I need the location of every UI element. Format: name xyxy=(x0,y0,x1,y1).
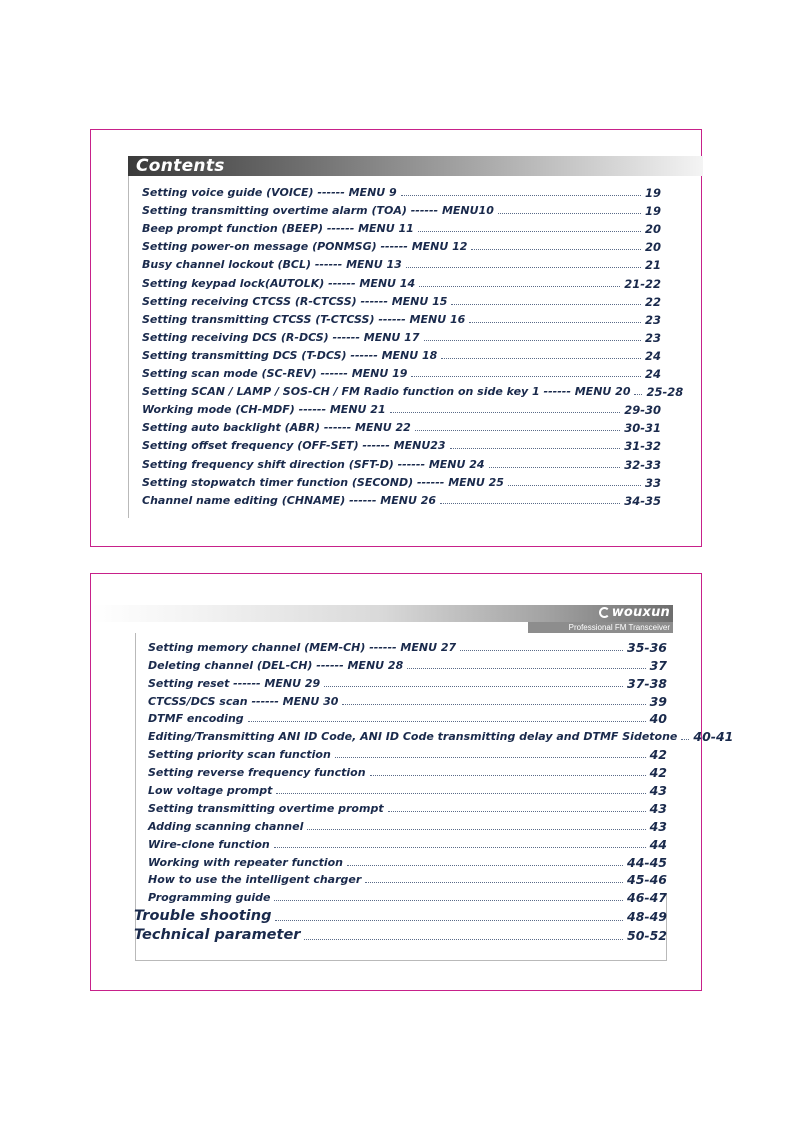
toc-page-number: 22 xyxy=(644,294,661,309)
toc-entry xyxy=(142,453,661,471)
toc-entry xyxy=(148,798,667,816)
dot-leader xyxy=(415,430,620,431)
dot-leader xyxy=(411,376,641,377)
toc-page-number: 39 xyxy=(649,693,667,709)
toc-entry xyxy=(142,363,661,381)
toc-entry-title: Setting keypad lock(AUTOLK) ------ MENU 14 xyxy=(142,276,416,290)
contents-title: Contents xyxy=(136,156,225,176)
toc-page-number: 19 xyxy=(644,186,661,201)
dot-leader xyxy=(441,358,641,359)
dot-leader xyxy=(401,195,641,196)
dot-leader xyxy=(634,394,642,395)
dot-leader xyxy=(451,304,641,305)
dot-leader xyxy=(460,650,623,651)
dot-leader xyxy=(342,704,645,705)
toc-page-number: 37 xyxy=(649,657,667,673)
toc-page-number: 30-31 xyxy=(624,421,661,436)
dot-leader xyxy=(274,847,646,848)
toc-entry xyxy=(148,709,667,727)
toc-entry xyxy=(148,726,734,745)
toc-entry xyxy=(142,218,661,236)
toc-entry xyxy=(148,744,667,762)
toc-page-number: 48-49 xyxy=(627,908,667,924)
toc-entry xyxy=(148,834,667,852)
brand-tagline: Professional FM Transceiver xyxy=(528,622,673,633)
toc-entry xyxy=(148,780,667,798)
toc-page-number: 45-46 xyxy=(627,872,667,888)
dot-leader xyxy=(440,503,620,504)
toc-page-number: 43 xyxy=(649,818,667,834)
toc-entry-title: Setting reset ------ MENU 29 xyxy=(148,676,321,690)
dot-leader xyxy=(471,249,641,250)
brand-name: wouxun xyxy=(611,605,670,620)
toc-page-number: 42 xyxy=(649,765,667,781)
toc-entry xyxy=(142,490,661,508)
toc-entry-title: Setting offset frequency (OFF-SET) ------ MENU23 xyxy=(142,439,446,453)
dot-leader xyxy=(388,811,646,812)
toc-entry xyxy=(148,870,667,888)
toc-entry-title: DTMF encoding xyxy=(148,712,244,726)
toc-entry xyxy=(142,309,661,327)
toc-entry-title: Beep prompt function (BEEP) ------ MENU 11 xyxy=(142,222,414,236)
toc-entry xyxy=(148,655,667,673)
toc-page-number: 34-35 xyxy=(624,493,661,508)
toc-page-number: 21-22 xyxy=(624,276,661,291)
toc-entry-title: Deleting channel (DEL-CH) ------ MENU 28 xyxy=(148,658,404,672)
toc-page-number: 21 xyxy=(644,258,661,273)
toc-entry-title: Setting transmitting overtime prompt xyxy=(148,801,384,815)
toc-entry-title: Setting priority scan function xyxy=(148,748,331,762)
toc-entry-title: Setting stopwatch timer function (SECOND) ------ MENU 25 xyxy=(142,475,504,489)
toc-page-number: 33 xyxy=(644,475,661,490)
toc-page-number: 24 xyxy=(644,367,661,382)
dot-leader xyxy=(419,286,620,287)
toc-entry-title: Setting auto backlight (ABR) ------ MENU 22 xyxy=(142,421,411,435)
toc-entry xyxy=(142,236,661,254)
toc-entry-title: Setting reverse frequency function xyxy=(148,766,366,780)
toc-entry-title: Busy channel lockout (BCL) ------ MENU 13 xyxy=(142,258,402,272)
toc-entry xyxy=(142,182,661,200)
toc-entry-title: Channel name editing (CHNAME) ------ MENU 26 xyxy=(142,493,437,507)
contents-page-2 xyxy=(90,573,734,991)
toc-entry-title: Adding scanning channel xyxy=(148,819,304,833)
toc-entry xyxy=(148,852,667,870)
toc-entry-title: Setting transmitting DCS (T-DCS) ------ MENU 18 xyxy=(142,348,438,362)
toc-entry xyxy=(142,291,661,309)
dot-leader xyxy=(304,939,623,940)
toc-page-number: 23 xyxy=(644,312,661,327)
toc-page-number: 43 xyxy=(649,783,667,799)
toc-entry xyxy=(142,272,661,290)
toc-entry-title: Setting frequency shift direction (SFT-D) ------ MENU 24 xyxy=(142,457,485,471)
toc-entry-title: Setting power-on message (PONMSG) ------ MENU 12 xyxy=(142,240,468,254)
dot-leader xyxy=(276,793,645,794)
dot-leader xyxy=(370,775,646,776)
toc-entry-title: Setting transmitting CTCSS (T-CTCSS) ------ MENU 16 xyxy=(142,312,466,326)
toc-entry-title: Wire-clone function xyxy=(148,837,270,851)
toc-entry-title: Setting receiving DCS (R-DCS) ------ MENU 17 xyxy=(142,330,420,344)
toc-page-number: 31-32 xyxy=(624,439,661,454)
dot-leader xyxy=(498,213,641,214)
dot-leader xyxy=(324,686,623,687)
toc-page-number: 40 xyxy=(649,711,667,727)
toc-entry-title: Working with repeater function xyxy=(148,855,343,869)
toc-page-number: 43 xyxy=(649,800,667,816)
dot-leader xyxy=(407,668,645,669)
toc-entry xyxy=(142,254,661,272)
toc-page-number: 20 xyxy=(644,222,661,237)
dot-leader xyxy=(365,882,623,883)
toc-page-number: 25-28 xyxy=(646,385,684,400)
toc-entry xyxy=(148,887,667,905)
toc-entry xyxy=(142,435,661,453)
toc-section-row xyxy=(134,925,667,945)
toc-list-page-2 xyxy=(134,637,734,944)
dot-leader xyxy=(489,467,621,468)
dot-leader xyxy=(469,322,641,323)
inner-border-bottom xyxy=(135,960,667,961)
toc-page-number: 29-30 xyxy=(624,403,661,418)
toc-entry xyxy=(142,345,661,363)
toc-entry xyxy=(148,762,667,780)
toc-entry xyxy=(148,816,667,834)
toc-page-number: 19 xyxy=(644,204,661,219)
toc-entry xyxy=(148,691,667,709)
dot-leader xyxy=(406,267,641,268)
dot-leader xyxy=(307,829,645,830)
toc-entry-title: CTCSS/DCS scan ------ MENU 30 xyxy=(148,694,339,708)
toc-section-row xyxy=(134,905,667,925)
toc-entry xyxy=(142,381,684,400)
dot-leader xyxy=(450,448,621,449)
dot-leader xyxy=(681,739,689,740)
toc-entry-title: Setting transmitting overtime alarm (TOA) ------ MENU10 xyxy=(142,204,494,218)
dot-leader xyxy=(347,865,623,866)
toc-entry xyxy=(142,417,661,435)
toc-entry-title: Working mode (CH-MDF) ------ MENU 21 xyxy=(142,403,386,417)
toc-page-number: 40-41 xyxy=(693,729,734,745)
toc-page-number: 44-45 xyxy=(627,854,667,870)
toc-list-page-1 xyxy=(142,182,684,508)
toc-page-number: 32-33 xyxy=(624,457,661,472)
toc-entry-title: Setting receiving CTCSS (R-CTCSS) ------ MENU 15 xyxy=(142,294,448,308)
toc-entry-title: Programming guide xyxy=(148,891,271,905)
toc-entry-title: Setting SCAN / LAMP / SOS-CH / FM Radio function on side key 1 ------ MENU 20 xyxy=(142,385,631,399)
inner-border xyxy=(128,176,129,518)
contents-banner xyxy=(128,156,703,176)
toc-entry-title: How to use the intelligent charger xyxy=(148,873,362,887)
toc-page-number: 23 xyxy=(644,330,661,345)
toc-entry-title: Trouble shooting xyxy=(134,907,272,924)
toc-page-number: 24 xyxy=(644,348,661,363)
toc-entry-title: Setting voice guide (VOICE) ------ MENU 9 xyxy=(142,186,397,200)
toc-entry xyxy=(142,200,661,218)
dot-leader xyxy=(335,757,646,758)
toc-entry xyxy=(142,327,661,345)
toc-entry xyxy=(142,399,661,417)
toc-entry-title: Technical parameter xyxy=(134,927,301,944)
wouxun-logo xyxy=(599,603,670,622)
toc-entry xyxy=(142,472,661,490)
toc-entry-title: Setting memory channel (MEM-CH) ------ MENU 27 xyxy=(148,640,457,654)
toc-page-number: 44 xyxy=(649,836,667,852)
dot-leader xyxy=(275,920,623,921)
toc-page-number: 20 xyxy=(644,240,661,255)
contents-page-1 xyxy=(90,129,702,547)
toc-page-number: 37-38 xyxy=(627,675,667,691)
dot-leader xyxy=(424,340,641,341)
brand-logo-block xyxy=(528,603,673,633)
dot-leader xyxy=(390,412,621,413)
dot-leader xyxy=(508,485,641,486)
toc-entry xyxy=(148,637,667,655)
toc-page-number: 50-52 xyxy=(627,928,667,944)
dot-leader xyxy=(418,231,641,232)
dot-leader xyxy=(248,721,646,722)
toc-page-number: 35-36 xyxy=(627,639,667,655)
toc-entry-title: Editing/Transmitting ANI ID Code, ANI ID Code transmitting delay and DTMF Sidetone xyxy=(148,730,678,744)
toc-entry-title: Setting scan mode (SC-REV) ------ MENU 19 xyxy=(142,367,408,381)
dot-leader xyxy=(274,900,623,901)
toc-page-number: 46-47 xyxy=(627,890,667,906)
toc-entry-title: Low voltage prompt xyxy=(148,784,273,798)
wouxun-logo-icon xyxy=(599,607,610,618)
toc-page-number: 42 xyxy=(649,747,667,763)
toc-entry xyxy=(148,673,667,691)
